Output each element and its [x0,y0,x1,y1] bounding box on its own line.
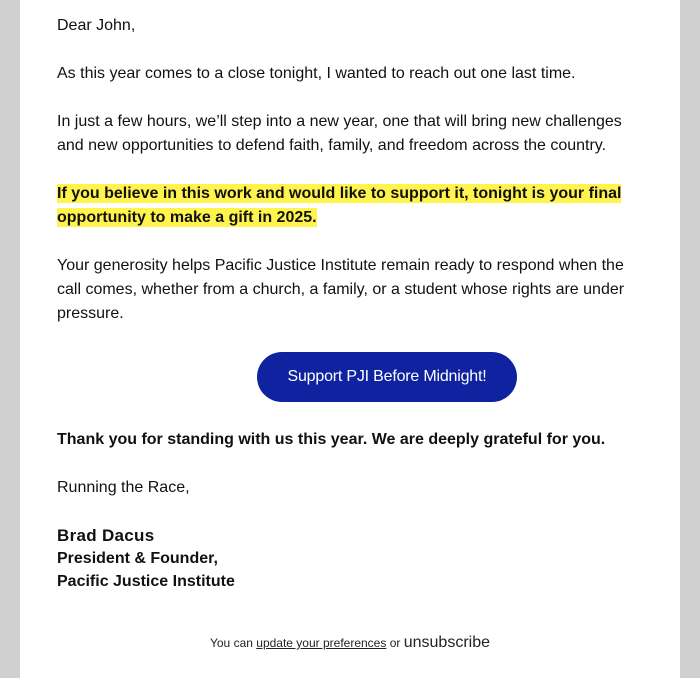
support-pji-button[interactable]: Support PJI Before Midnight! [257,352,517,402]
signature-organization: Pacific Justice Institute [57,573,235,590]
footer-connector: or [389,636,401,650]
unsubscribe-link[interactable]: unsubscribe [403,634,490,651]
closing-line: Running the Race, [57,479,190,496]
greeting: Dear John, [57,17,136,34]
cta-container [257,352,517,402]
signature-name: Brad Dacus [57,526,155,545]
email-body [20,0,680,678]
paragraph-generosity: Your generosity helps Pacific Justice Institute remain ready to respond when the call comes, whether from a church, a family, or a student whose rights are under pressure. [57,257,625,322]
signature-title: President & Founder, [57,550,218,567]
highlighted-appeal-text: If you believe in this work and would like to support it, tonight is your final opportunity to make a gift in 2025. [57,185,622,226]
footer-prefix: You can [209,636,253,650]
paragraph-intro: As this year comes to a close tonight, I wanted to reach out one last time. [57,65,576,82]
signature-block [57,524,647,593]
email-footer [20,634,680,652]
paragraph-new-year: In just a few hours, we’ll step into a new year, one that will bring new challenges and new opportunities to defend faith, family, and freedom across the country. [57,113,622,154]
highlighted-appeal [57,182,647,230]
update-preferences-link[interactable]: update your preferences [256,636,387,650]
thank-you-line: Thank you for standing with us this year. We are deeply grateful for you. [57,431,606,448]
